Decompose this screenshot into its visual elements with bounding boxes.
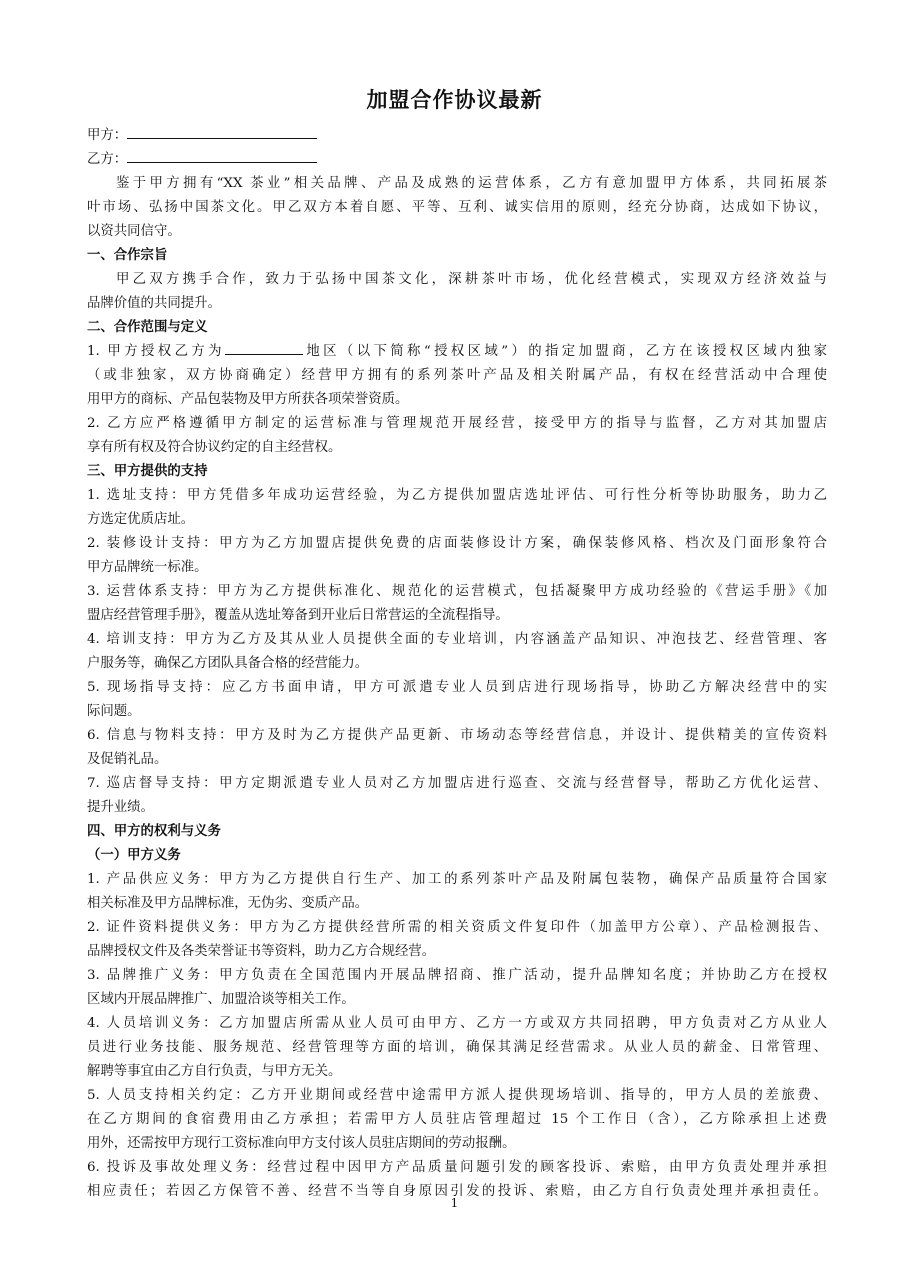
body-line: 2. 装修设计支持：甲方为乙方加盟店提供免费的店面装修设计方案，确保装修风格、档次及门面形象符合: [87, 536, 827, 551]
preamble-line: 以资共同信守。: [87, 224, 181, 239]
body-line: 及促销礼品。: [87, 752, 168, 767]
body-line: 4. 人员培训义务：乙方加盟店所需从业人员可由甲方、乙方一方或双方共同招聘，甲方负责对乙方从业人: [87, 1016, 827, 1031]
body-line: 5. 人员支持相关约定：乙方开业期间或经营中途需甲方派人提供现场培训、指导的，甲方人员的差旅费、: [87, 1088, 827, 1103]
body-line: 相应责任；若因乙方保管不善、经营不当等自身原因引发的投诉、索赔，由乙方自行负责处理并承担责任。: [87, 1184, 827, 1199]
body-line: 员进行业务技能、服务规范、经营管理等方面的培训，确保其满足经营需求。从业人员的薪金、日常管理、: [87, 1040, 827, 1055]
body-line: 相关标准及甲方品牌标准，无伪劣、变质产品。: [87, 896, 369, 911]
body-line: 品牌价值的共同提升。: [87, 296, 221, 311]
body-line: 2. 证件资料提供义务：甲方为乙方提供经营所需的相关资质文件复印件（加盖甲方公章）、产品检测报告、: [87, 920, 827, 935]
body-line: 用外，还需按甲方现行工资标准向甲方支付该人员驻店期间的劳动报酬。: [87, 1136, 516, 1151]
body-line-with-blank: [87, 340, 827, 364]
body-line: 1. 选址支持：甲方凭借多年成功运营经验，为乙方提供加盟店选址评估、可行性分析等协助服务，助力乙: [87, 488, 827, 503]
body-line: 户服务等，确保乙方团队具备合格的经营能力。: [87, 656, 369, 671]
body-line: 1. 产品供应义务：甲方为乙方提供自行生产、加工的系列茶叶产品及附属包装物，确保产品质量符合国家: [87, 872, 827, 887]
preamble-line: 叶市场、弘扬中国茶文化。甲乙双方本着自愿、平等、互利、诚实信用的原则，经充分协商，达成如下协议，: [87, 200, 827, 215]
body-line: 方选定优质店址。: [87, 512, 195, 527]
party-a-line: [87, 124, 317, 148]
clause-text: 1. 甲方授权乙方为: [87, 344, 225, 359]
body-line: 6. 信息与物料支持：甲方及时为乙方提供产品更新、市场动态等经营信息，并设计、提供精美的宣传资料: [87, 728, 827, 743]
body-line: 7. 巡店督导支持：甲方定期派遣专业人员对乙方加盟店进行巡查、交流与经营督导，帮助乙方优化运营、: [87, 776, 827, 791]
body-line: 用甲方的商标、产品包装物及甲方所获各项荣誉资质。: [87, 392, 409, 407]
body-line: 甲乙双方携手合作，致力于弘扬中国茶文化，深耕茶叶市场，优化经营模式，实现双方经济效益与: [116, 272, 827, 287]
document-title: 加盟合作协议最新: [366, 88, 543, 112]
region-blank: [225, 340, 303, 355]
body-line: 区域内开展品牌推广、加盟洽谈等相关工作。: [87, 992, 355, 1007]
page-number: 1: [450, 1196, 459, 1210]
body-line: 盟店经营管理手册》，覆盖从选址筹备到开业后日常营运的全流程指导。: [87, 608, 509, 623]
body-line: 甲方品牌统一标准。: [87, 560, 208, 575]
clause-text: 地区（以下简称“授权区域”）的指定加盟商，乙方在该授权区域内独家: [302, 344, 827, 359]
preamble-line: 鉴于甲方拥有“XX 茶业”相关品牌、产品及成熟的运营体系，乙方有意加盟甲方体系，共同拓展茶: [116, 176, 827, 191]
body-line: 际问题。: [87, 704, 141, 719]
party-a-blank: [127, 124, 317, 139]
body-line: 提升业绩。: [87, 800, 154, 815]
section-heading: 二、合作范围与定义: [87, 320, 208, 335]
section-heading: 四、甲方的权利与义务: [87, 824, 221, 839]
body-line: 在乙方期间的食宿费用由乙方承担；若需甲方人员驻店管理超过 15 个工作日（含），乙方除承担上述费: [87, 1112, 827, 1127]
body-line: 3. 品牌推广义务：甲方负责在全国范围内开展品牌招商、推广活动，提升品牌知名度；并协助乙方在授权: [87, 968, 827, 983]
body-line: 解聘等事宜由乙方自行负责，与甲方无关。: [87, 1064, 342, 1079]
section-heading: 三、甲方提供的支持: [87, 464, 208, 479]
body-line: 享有所有权及符合协议约定的自主经营权。: [87, 440, 342, 455]
party-b-label: 乙方：: [87, 152, 128, 167]
body-line: 品牌授权文件及各类荣誉证书等资料，助力乙方合规经营。: [87, 944, 436, 959]
section-heading: 一、合作宗旨: [87, 248, 168, 263]
subsection-heading: （一）甲方义务: [87, 848, 181, 863]
body-line: 4. 培训支持：甲方为乙方及其从业人员提供全面的专业培训，内容涵盖产品知识、冲泡技艺、经营管理、客: [87, 632, 827, 647]
body-line: 6. 投诉及事故处理义务：经营过程中因甲方产品质量问题引发的顾客投诉、索赔，由甲方负责处理并承担: [87, 1160, 827, 1175]
party-b-blank: [127, 148, 317, 163]
body-line: （或非独家，双方协商确定）经营甲方拥有的系列茶叶产品及相关附属产品，有权在经营活动中合理使: [87, 368, 827, 383]
party-a-label: 甲方：: [87, 128, 128, 143]
body-line: 5. 现场指导支持：应乙方书面申请，甲方可派遣专业人员到店进行现场指导，协助乙方解决经营中的实: [87, 680, 827, 695]
body-line: 2. 乙方应严格遵循甲方制定的运营标准与管理规范开展经营，接受甲方的指导与监督，乙方对其加盟店: [87, 416, 827, 431]
body-line: 3. 运营体系支持：甲方为乙方提供标准化、规范化的运营模式，包括凝聚甲方成功经验的《营运手册》《加: [87, 584, 827, 599]
party-b-line: [87, 148, 317, 172]
